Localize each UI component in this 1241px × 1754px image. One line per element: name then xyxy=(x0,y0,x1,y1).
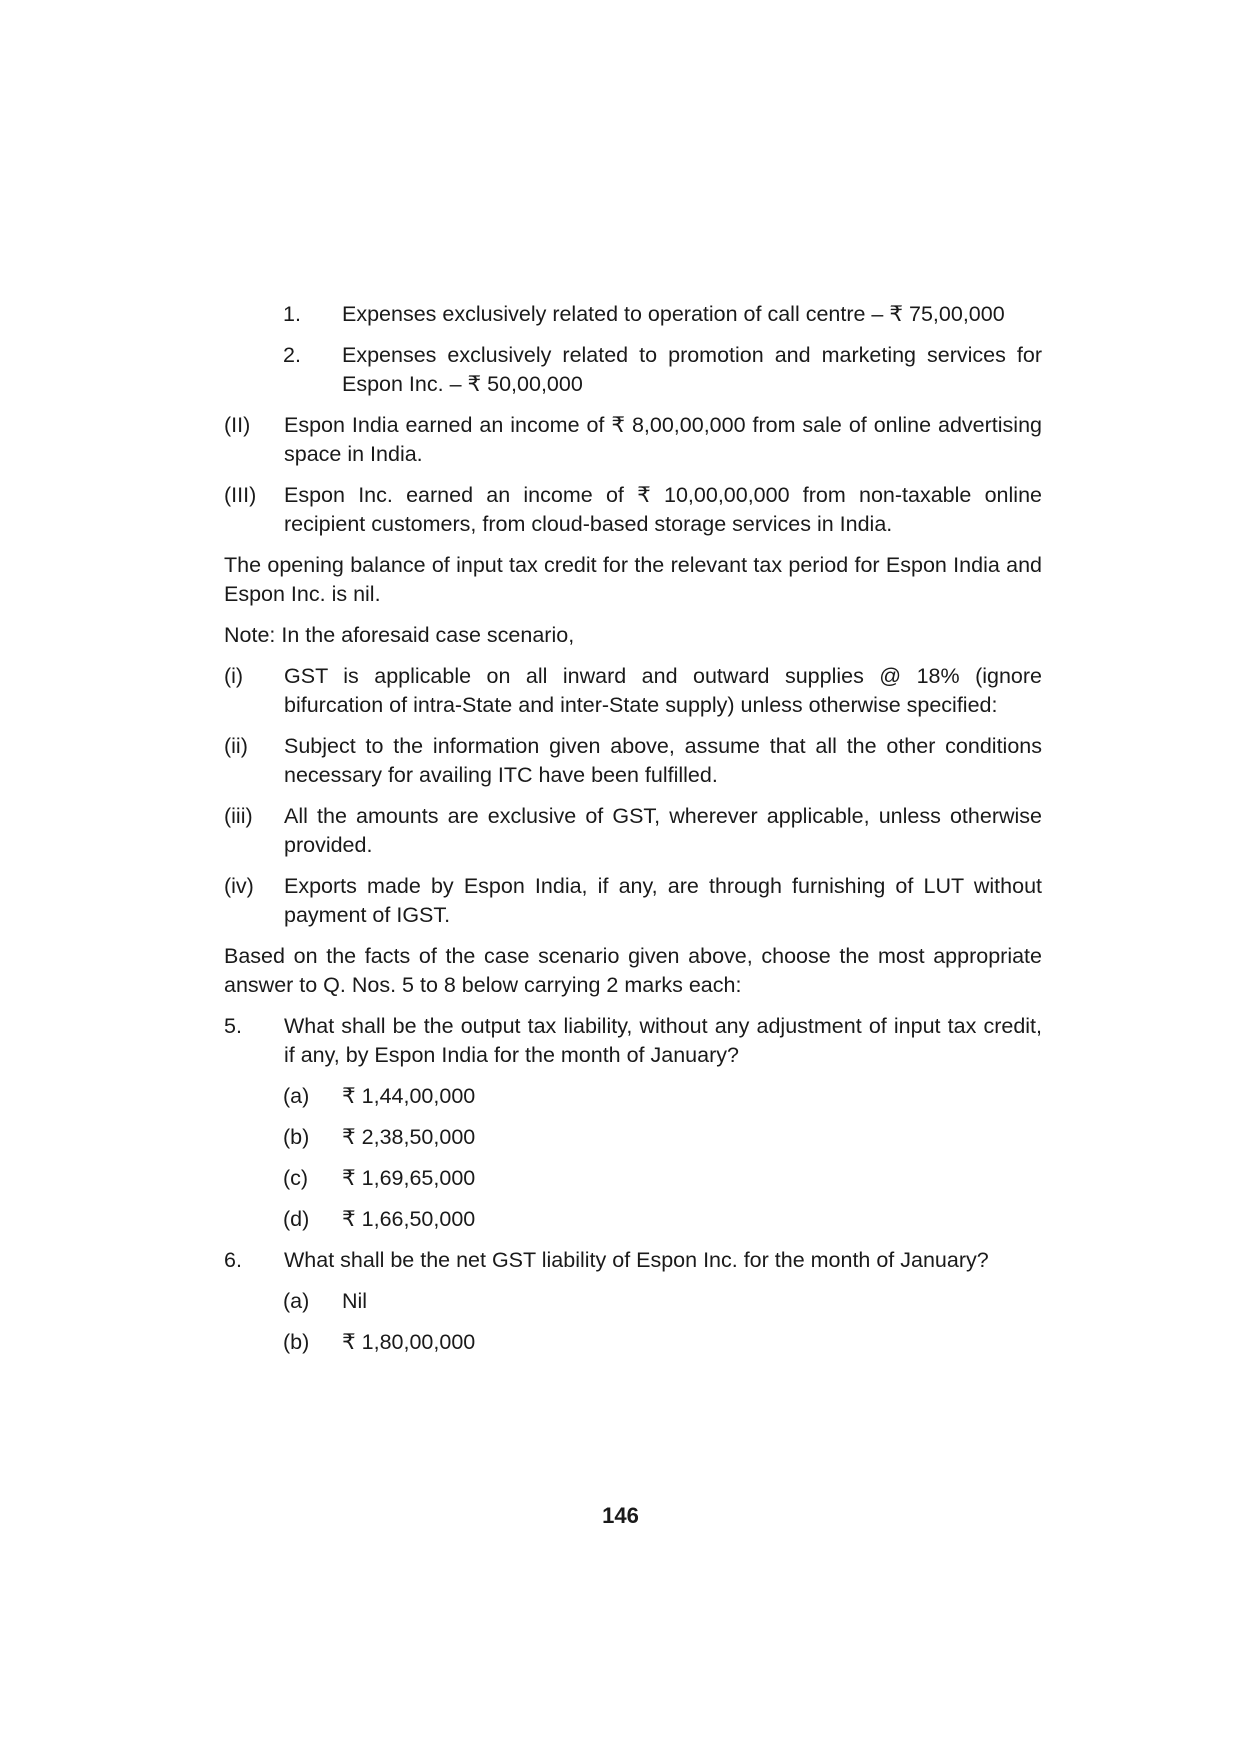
q5-option-d xyxy=(283,1205,1042,1234)
item-text: Expenses exclusively related to promotion and marketing services for Espon Inc. – ₹ 50,00,000 xyxy=(342,343,1042,396)
item-text: Espon India earned an income of ₹ 8,00,00,000 from sale of online advertising space in India. xyxy=(284,413,1042,466)
option-text: ₹ 2,38,50,000 xyxy=(342,1125,476,1149)
option-text: ₹ 1,66,50,000 xyxy=(342,1207,476,1231)
question-text: What shall be the net GST liability of Espon Inc. for the month of January? xyxy=(284,1248,989,1272)
q6-option-a xyxy=(283,1287,1042,1316)
option-text: ₹ 1,44,00,000 xyxy=(342,1084,476,1108)
note-item-i xyxy=(224,662,1042,720)
option-label: (a) xyxy=(283,1289,310,1313)
note-item-iii xyxy=(224,802,1042,860)
option-text: ₹ 1,69,65,000 xyxy=(342,1166,476,1190)
question-number: 5. xyxy=(224,1014,242,1038)
option-label: (c) xyxy=(283,1166,309,1190)
note-heading: Note: In the aforesaid case scenario, xyxy=(224,623,575,647)
item-text: All the amounts are exclusive of GST, wherever applicable, unless otherwise provided. xyxy=(284,804,1042,857)
option-label: (b) xyxy=(283,1330,310,1354)
fact-item-III xyxy=(224,481,1042,539)
question-text: What shall be the output tax liability, without any adjustment of input tax credit, if any, by Espon India for the month of January? xyxy=(284,1014,1042,1067)
question-6 xyxy=(224,1246,1042,1275)
q5-option-b xyxy=(283,1123,1042,1152)
item-number: (iv) xyxy=(224,874,254,898)
expense-item-2 xyxy=(283,341,1042,399)
question-5 xyxy=(224,1012,1042,1070)
item-text: Subject to the information given above, assume that all the other conditions necessary for availing ITC have been fulfilled. xyxy=(284,734,1042,787)
option-label: (a) xyxy=(283,1084,310,1108)
page-number: 146 xyxy=(602,1503,639,1528)
item-number: (i) xyxy=(224,664,244,688)
expense-item-1 xyxy=(283,300,1042,329)
item-text: Espon Inc. earned an income of ₹ 10,00,00,000 from non-taxable online recipient customers, from cloud-based storage services in India. xyxy=(284,483,1042,536)
item-number: (II) xyxy=(224,413,251,437)
q5-option-c xyxy=(283,1164,1042,1193)
item-text: Expenses exclusively related to operation of call centre – ₹ 75,00,000 xyxy=(342,302,1005,326)
q5-option-a xyxy=(283,1082,1042,1111)
question-number: 6. xyxy=(224,1248,242,1272)
item-number: (III) xyxy=(224,483,257,507)
option-label: (b) xyxy=(283,1125,310,1149)
item-text: GST is applicable on all inward and outward supplies @ 18% (ignore bifurcation of intra-State and inter-State supply) unless otherwise specified: xyxy=(284,664,1042,717)
fact-item-II xyxy=(224,411,1042,469)
item-text: Exports made by Espon India, if any, are through furnishing of LUT without payment of IGST. xyxy=(284,874,1042,927)
instruction-paragraph: Based on the facts of the case scenario given above, choose the most appropriate answer to Q. Nos. 5 to 8 below carrying 2 marks each: xyxy=(224,944,1042,997)
item-number: 2. xyxy=(283,343,301,367)
item-number: (iii) xyxy=(224,804,253,828)
page-content xyxy=(224,300,1042,1357)
option-text: Nil xyxy=(342,1289,368,1313)
opening-balance-paragraph: The opening balance of input tax credit for the relevant tax period for Espon India and Espon Inc. is nil. xyxy=(224,553,1042,606)
option-text: ₹ 1,80,00,000 xyxy=(342,1330,476,1354)
item-number: 1. xyxy=(283,302,301,326)
note-item-ii xyxy=(224,732,1042,790)
item-number: (ii) xyxy=(224,734,248,758)
note-item-iv xyxy=(224,872,1042,930)
q6-option-b xyxy=(283,1328,1042,1357)
option-label: (d) xyxy=(283,1207,310,1231)
